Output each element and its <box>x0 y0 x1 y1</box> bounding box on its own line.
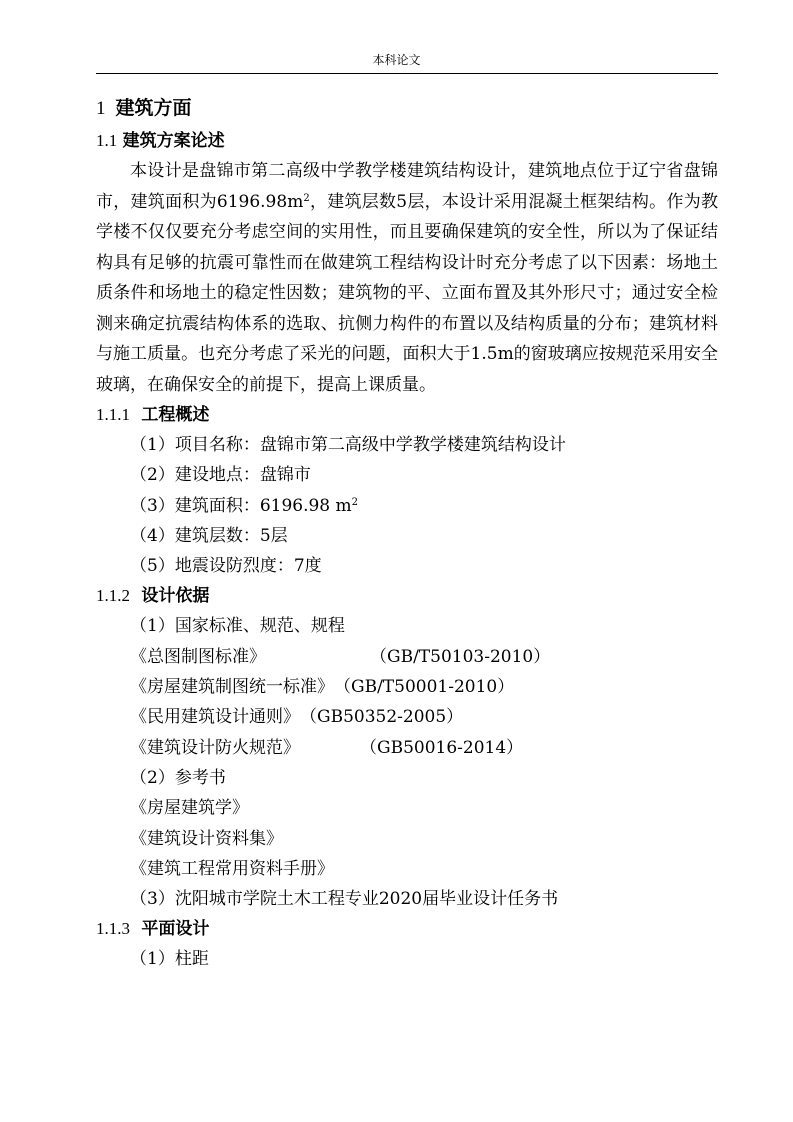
section-title: 工程概述 <box>141 405 210 425</box>
section-title: 建筑方面 <box>115 97 192 119</box>
section-heading-1-1-1 <box>96 400 718 430</box>
standard-entry <box>96 733 718 763</box>
standard-code: （GB/T50001-2010） <box>334 677 515 698</box>
intro-paragraph <box>96 156 718 400</box>
list-item: （1）项目名称：盘锦市第二高级中学教学楼建筑结构设计 <box>130 435 566 455</box>
list-item: （4）建筑层数：5层 <box>130 525 288 546</box>
book-entry: 《房屋建筑学》 <box>130 798 249 819</box>
standard-name: 《建筑设计防火规范》 <box>130 737 300 758</box>
running-header: 本科论文 <box>372 53 421 67</box>
intro-text-1: 本设计是盘锦市第二高级中学教学楼建筑结构设计，建筑地点位于辽宁省盘锦市，建筑面积为6196.98m <box>96 161 718 212</box>
list-item: （3）沈阳城市学院土木工程专业2020届毕业设计任务书 <box>130 889 559 910</box>
superscript: 2 <box>303 192 310 204</box>
book-entry: 《建筑工程常用资料手册》 <box>130 858 334 879</box>
standard-entry <box>96 642 718 672</box>
standard-code: （GB50016-2014） <box>360 737 524 758</box>
standard-code: （GB/T50103-2010） <box>370 646 551 667</box>
section-title: 建筑方案论述 <box>122 131 225 151</box>
standard-name: 《房屋建筑制图统一标准》 <box>130 677 334 698</box>
standard-code: （GB50352-2005） <box>300 707 464 728</box>
intro-text-2: ，建筑层数5层，本设计采用混凝土框架结构。作为教学楼不仅仅要充分考虑空间的实用性，而且要确保建筑的安全性，所以为了保证结构具有足够的抗震可靠性而在做建筑工程结构设计时充分考虑了以下因素：场地土质条件和场地土的稳定性因数；建筑物的平、立面布置及其外形尺寸；通过安全检测来确定抗震结构体系的选取、抗侧力构件的布置以及结构质量的分布；建筑材料与施工质量。也充分考虑了采光的问题，面积大于1.5m的窗玻璃应按规范采用安全玻璃，在确保安全的前提下，提高上课质量。 <box>96 191 718 395</box>
document-body <box>96 90 718 975</box>
section-number: 1.1 <box>96 131 118 150</box>
list-item: （5）地震设防烈度：7度 <box>130 556 322 577</box>
superscript: 2 <box>351 496 359 508</box>
standard-entry <box>96 702 718 732</box>
standard-name: 《总图制图标准》 <box>130 646 266 667</box>
list-item: （1）国家标准、规范、规程 <box>130 616 345 637</box>
section-heading-1-1-3 <box>96 914 718 944</box>
section-heading-1-1-2 <box>96 581 718 611</box>
section-heading-1-1 <box>96 126 718 156</box>
list-item: （2）参考书 <box>130 767 226 788</box>
section-number: 1.1.3 <box>96 919 130 939</box>
list-item-text: （3）建筑面积：6196.98 m <box>130 495 352 516</box>
section-number: 1.1.2 <box>96 586 130 606</box>
section-title: 设计依据 <box>141 586 210 607</box>
list-item: （1）柱距 <box>130 949 209 970</box>
standard-entry <box>96 672 718 702</box>
list-item <box>96 491 718 521</box>
book-entry: 《建筑设计资料集》 <box>130 828 283 849</box>
section-number: 1 <box>96 98 106 119</box>
section-title: 平面设计 <box>141 919 210 940</box>
section-heading-1 <box>96 90 718 126</box>
header-rule <box>96 73 718 74</box>
list-item: （2）建设地点：盘锦市 <box>130 465 311 486</box>
standard-name: 《民用建筑设计通则》 <box>130 707 300 728</box>
section-number: 1.1.1 <box>96 405 130 424</box>
